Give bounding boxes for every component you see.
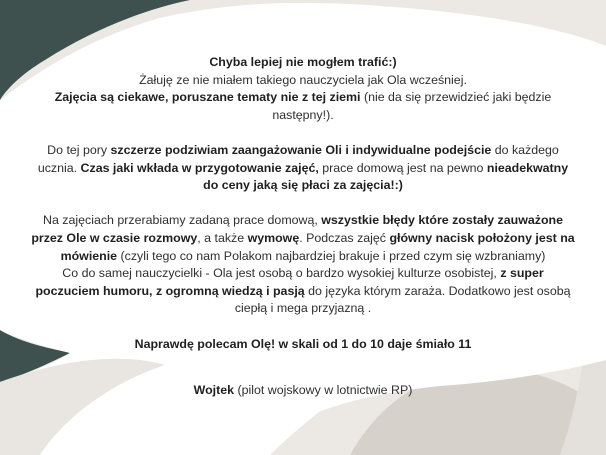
author-note: (pilot wojskowy w lotnictwie RP) bbox=[234, 383, 413, 397]
review-line-1: Żałuję ze nie miałem takiego nauczyciela jak Ola wcześniej. bbox=[139, 72, 467, 87]
review-paragraph-3: Na zajęciach przerabiamy zadaną prace domową, wszystkie błędy które zostały zauważone przez Ole w czasie rozmowy, a także wymowę. Podczas zajęć główny nacisk położony jest na mówienie (czyli tego co nam Polakom najbardziej brakuje i przed czym się wzbraniamy) bbox=[31, 213, 575, 263]
review-text bbox=[30, 54, 576, 353]
review-paragraph-4: Co do samej nauczycielki - Ola jest osobą o bardzo wysokiej kulturze osobistej, z super poczuciem humoru, z ogromną wiedzą i pasją do języka którym zaraża. Dodatkowo jest osobą ciepłą i mega przyjazną . bbox=[35, 266, 571, 316]
recommendation: Naprawdę polecam Olę! w skali od 1 do 10 daje śmiało 11 bbox=[134, 336, 472, 351]
review-paragraph-2: Do tej pory szczerze podziwiam zaangażowanie Oli i indywidualne podejście do każdego ucznia. Czas jaki wkłada w przygotowanie zajęć, prace domową jest na pewno nieadekwatny do ceny jaką się płaci za zajęcia!:) bbox=[37, 142, 569, 193]
review-paragraph-1: Zajęcia są ciekawe, poruszane tematy nie z tej ziemi (nie da się przewidzieć jaki będzie następny!). bbox=[54, 90, 552, 122]
signature bbox=[0, 383, 606, 397]
author-name: Wojtek bbox=[193, 383, 235, 397]
headline: Chyba lepiej nie mogłem trafić:) bbox=[209, 55, 397, 69]
